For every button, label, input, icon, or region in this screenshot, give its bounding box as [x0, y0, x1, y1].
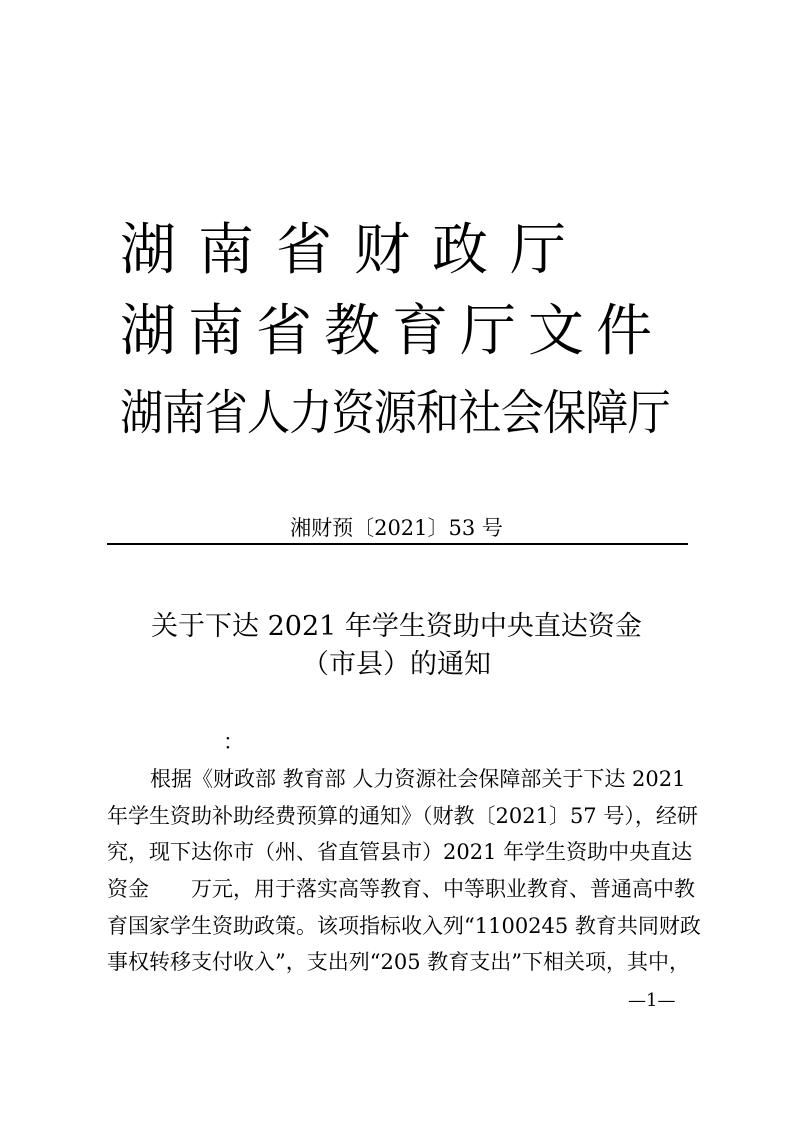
header-divider: [107, 543, 688, 545]
body-line: 育国家学生资助政策。该项指标收入列“1100245 教育共同财政: [107, 914, 701, 938]
issuer-line-finance: 湖南省财政厅: [120, 218, 588, 283]
issuer-line-hr: 湖南省人力资源和社会保障厅: [120, 385, 670, 441]
recipient-colon: ：: [223, 730, 244, 754]
body-line: 根据《财政部 教育部 人力资源社会保障部关于下达 2021: [150, 767, 686, 791]
document-number: 湘财预〔2021〕53 号: [290, 516, 503, 540]
body-line: 年学生资助补助经费预算的通知》（财教〔2021〕57 号），经研: [107, 804, 698, 828]
body-line: 资金 万元，用于落实高等教育、中等职业教育、普通高中教: [107, 877, 695, 901]
document-title-line2: （市县）的通知: [302, 649, 491, 680]
body-line: 事权转移支付收入”，支出列“205 教育支出”下相关项，其中，: [107, 950, 690, 974]
issuer-line-education: 湖南省教育厅文件: [120, 299, 664, 364]
body-line: 究，现下达你市（州、省直管县市）2021 年学生资助中央直达: [107, 840, 693, 864]
document-title-line1: 关于下达 2021 年学生资助中央直达资金: [151, 611, 642, 642]
page-number: —1—: [628, 990, 676, 1011]
